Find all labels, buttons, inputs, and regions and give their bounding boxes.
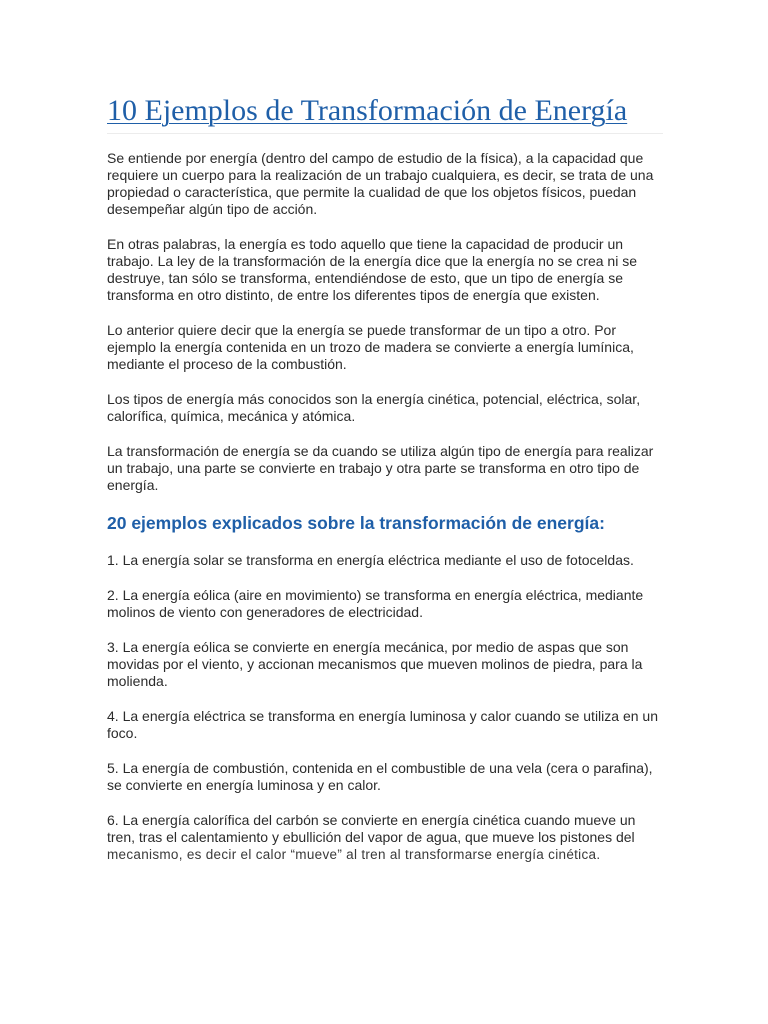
example-item-1: 1. La energía solar se transforma en energía eléctrica mediante el uso de fotoceldas. [107,552,634,568]
example-item-3: 3. La energía eólica se convierte en energía mecánica, por medio de aspas que son movidas por el viento, y accionan mecanismos que mueven molinos de piedra, para la molienda. [107,639,643,689]
page-title: 10 Ejemplos de Transformación de Energía [107,94,628,127]
example-item-4: 4. La energía eléctrica se transforma en energía luminosa y calor cuando se utiliza en un foco. [107,708,658,741]
intro-paragraph-4: Los tipos de energía más conocidos son la energía cinética, potencial, eléctrica, solar, calorífica, química, mecánica y atómica. [107,391,641,424]
example-item-6-tail: mecanismo, es decir el calor “mueve” al tren al transformarse energía cinética. [107,847,601,862]
example-item-2: 2. La energía eólica (aire en movimiento) se transforma en energía eléctrica, mediante molinos de viento con generadores de electricidad. [107,587,644,620]
examples-heading: 20 ejemplos explicados sobre la transformación de energía: [107,513,605,533]
intro-paragraph-2: En otras palabras, la energía es todo aquello que tiene la capacidad de producir un trabajo. La ley de la transformación de la energía dice que la energía no se crea ni se destruye, tan sólo se transforma, entendiéndose de esto, que un tipo de energía se transforma en otro distinto, de entre los diferentes tipos de energía que existen. [107,236,637,303]
example-item-6-main: 6. La energía calorífica del carbón se convierte en energía cinética cuando mueve un tren, tras el calentamiento y ebullición del vapor de agua, que mueve los pistones del [107,812,636,845]
title-divider [107,133,663,134]
example-item-6 [107,812,667,863]
intro-paragraph-3: Lo anterior quiere decir que la energía se puede transformar de un tipo a otro. Por ejemplo la energía contenida en un trozo de madera se convierte a energía lumínica, mediante el proceso de la combustión. [107,322,634,372]
intro-paragraph-5: La transformación de energía se da cuando se utiliza algún tipo de energía para realizar un trabajo, una parte se convierte en trabajo y otra parte se transforma en otro tipo de energía. [107,443,654,493]
document-page [107,92,667,881]
intro-paragraph-1: Se entiende por energía (dentro del campo de estudio de la física), a la capacidad que requiere un cuerpo para la realización de un trabajo cualquiera, es decir, se trata de una propiedad o característica, que permite la cualidad de que los objetos físicos, puedan desempeñar algún tipo de acción. [107,150,654,217]
example-item-5: 5. La energía de combustión, contenida en el combustible de una vela (cera o parafina), se convierte en energía luminosa y en calor. [107,760,653,793]
